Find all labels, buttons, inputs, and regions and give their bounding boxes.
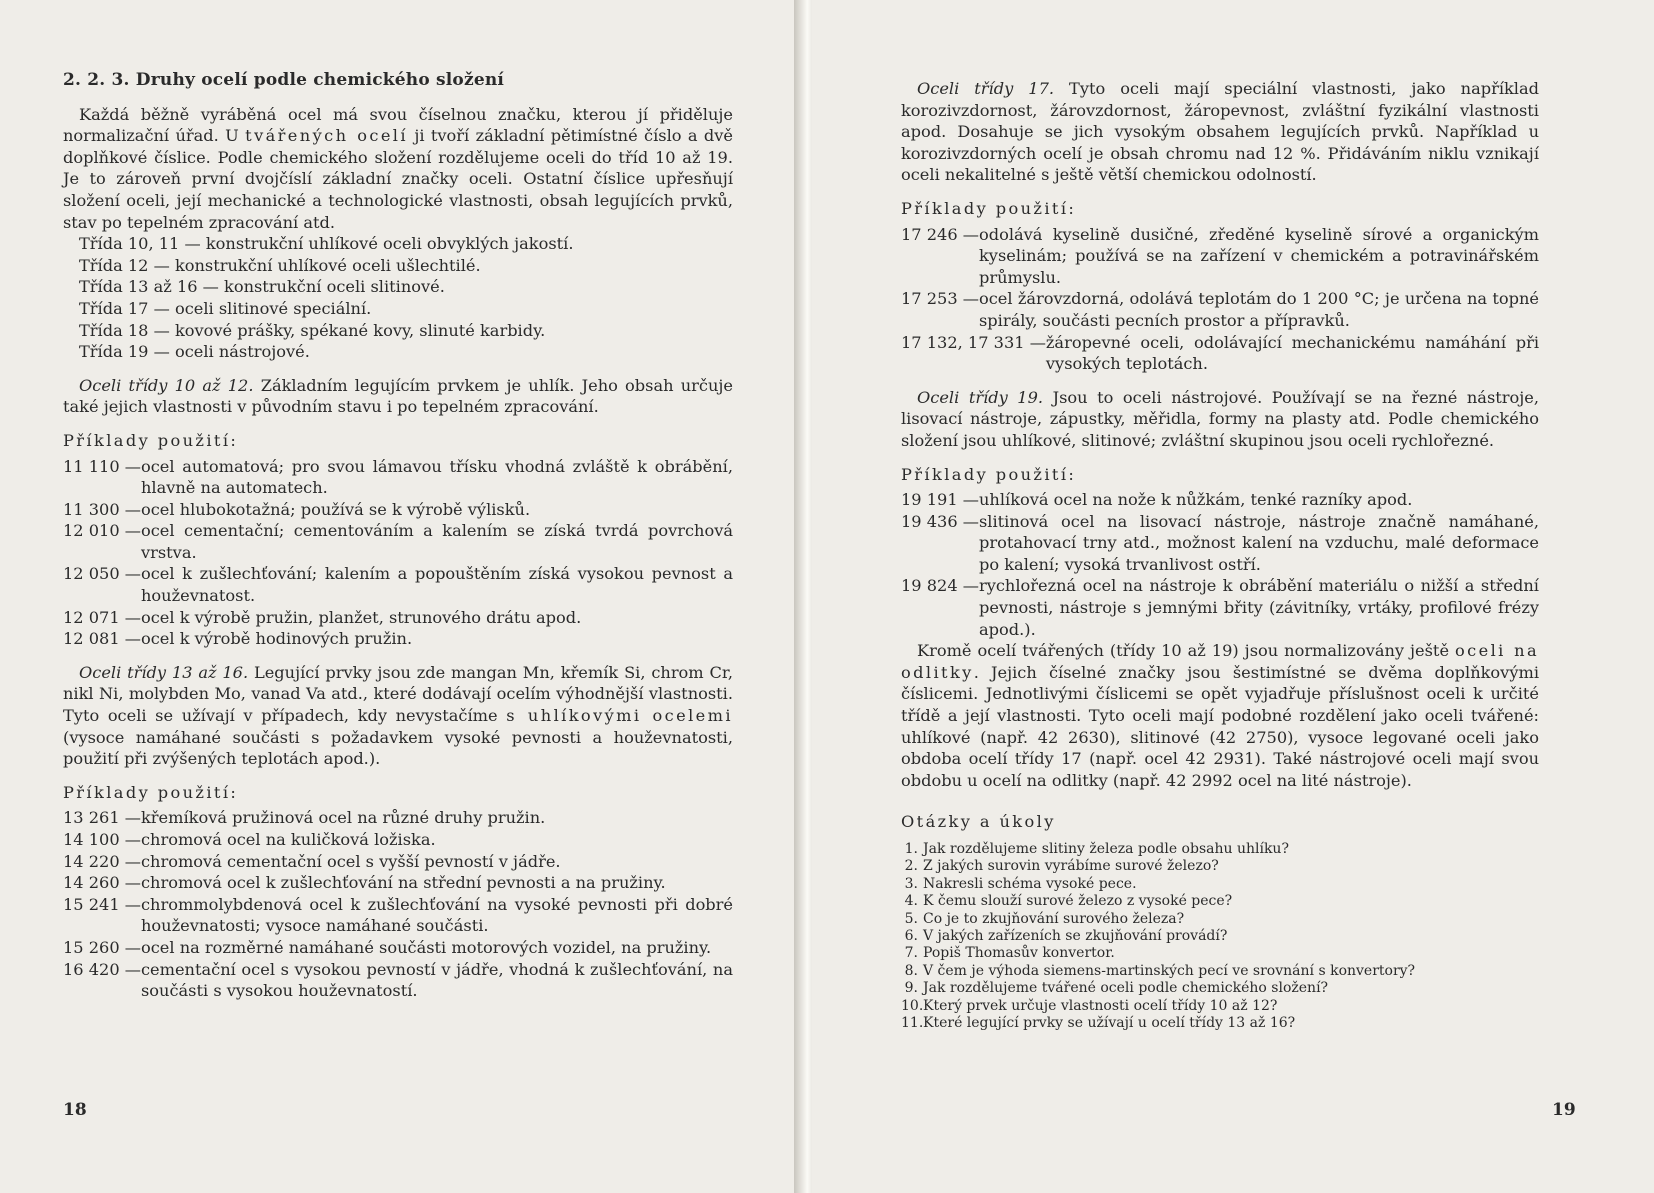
section-heading: 2. 2. 3. Druhy ocelí podle chemického složení <box>63 70 505 90</box>
class-item: Třída 13 až 16 — konstrukční oceli slitinové. <box>79 277 445 297</box>
list-item: 14 260 — chromová ocel k zušlechťování na střední pevnosti a na pružiny. <box>63 873 666 893</box>
question-item: 5. Co je to zkujňování surového železa? <box>904 910 1185 927</box>
examples-label: Příklady použití: <box>901 464 1077 484</box>
examples-list-13-16 <box>63 807 733 1001</box>
questions-list <box>901 841 1539 1032</box>
list-item: 19 436 — slitinová ocel na lisovací nástroje, nástroje značně namáhané, protahovací trny atd., možnost kalení na vzduchu, malé deformace po kalení; vysoká trvanlivost ostří. <box>901 511 1539 574</box>
list-item: 17 246 — odolává kyselině dusičné, zředěné kyselině sírové a organickým kyselinám; používá se na zařízení v chemickém a potravinářském průmyslu. <box>901 224 1539 287</box>
class-17-paragraph: Oceli třídy 17. Tyto oceli mají speciální vlastnosti, jako například korozivzdornost, žárovzdornost, žáropevnost, zvláštní fyzikální vlastnosti apod. Dosahuje se jich vysokým obsahem legujících prvků. Například u korozivzdorných ocelí je obsah chromu nad 12 %. Přidáváním niklu vznikají oceli nekalitelné s ještě větší chemickou odolností. <box>901 79 1539 185</box>
left-page <box>0 0 800 1193</box>
list-item: 14 100 — chromová ocel na kuličková ložiska. <box>63 830 436 849</box>
right-page <box>812 0 1654 1193</box>
examples-list-19 <box>901 489 1539 640</box>
page-number: 18 <box>63 1100 87 1120</box>
list-item: 19 191 — uhlíková ocel na nože k nůžkám, tenké razníky apod. <box>901 490 1413 510</box>
examples-list-10-12 <box>63 456 733 650</box>
class-list <box>63 233 733 363</box>
list-item: 12 071 — ocel k výrobě pružin, planžet, strunového drátu apod. <box>63 607 582 627</box>
question-item: 8. V čem je výhoda siemens-martinských pecí ve srovnání s konvertory? <box>904 962 1416 979</box>
question-item: 9. Jak rozdělujeme tvářené oceli podle chemického složení? <box>904 980 1329 997</box>
list-item: 12 050 — ocel k zušlechťování; kalením a popouštěním získá vysokou pevnost a houževnatost. <box>63 564 733 606</box>
question-item: 7. Popiš Thomasův konvertor. <box>904 945 1115 962</box>
class-item: Třída 17 — oceli slitinové speciální. <box>79 298 372 318</box>
examples-label: Příklady použití: <box>63 782 239 802</box>
question-item: 2. Z jakých surovin vyrábíme surové železo? <box>904 858 1219 875</box>
page-number: 19 <box>1552 1100 1576 1120</box>
question-item: 6. V jakých zařízeních se zkujňování provádí? <box>904 928 1228 945</box>
class-19-paragraph: Oceli třídy 19. Jsou to oceli nástrojové. Používají se na řezné nástroje, lisovací nástroje, zápustky, měřidla, formy na plasty atd. Podle chemického složení jsou uhlíkové, slitinové; zvláštní skupinou jsou oceli rychlořezné. <box>901 387 1539 450</box>
class-item: Třída 19 — oceli nástrojové. <box>79 342 310 362</box>
list-item: 13 261 — křemíková pružinová ocel na různé druhy pružin. <box>63 808 546 828</box>
list-item: 15 260 — ocel na rozměrné namáhané součásti motorových vozidel, na pružiny. <box>63 937 712 957</box>
castings-paragraph: Kromě ocelí tvářených (třídy 10 až 19) jsou normalizovány ještě oceli na odlitky. Jejich číselné značky jsou šestimístné se dvěma doplňkovými číslicemi. Jednotlivými číslicemi se opět vyjadřuje příslušnost oceli k určité třídě a její vlastnosti. Tyto oceli mají podobné rozdělení jako oceli tvářené: uhlíkové (např. 42 2630), slitinové (42 2750), vysoce legované oceli jako obdoba ocelí třídy 17 (např. ocel 42 2931). Také nástrojové oceli mají svou obdobu u ocelí na odlitky (např. 42 2992 ocel na lité nástroje). <box>901 641 1539 790</box>
list-item: 11 110 — ocel automatová; pro svou lámavou třísku vhodná zvláště k obrábění, hlavně na automatech. <box>63 456 733 498</box>
question-item: 4. K čemu slouží surové železo z vysoké pece? <box>904 893 1233 910</box>
right-text-column <box>901 78 1539 1032</box>
intro-paragraph: Každá běžně vyráběná ocel má svou číselnou značku, kterou jí přiděluje normalizační úřad. U tvářených ocelí ji tvoří základní pětimístné číslo a dvě doplňkové číslice. Podle chemického složení rozdělujeme oceli do tříd 10 až 19. Je to zároveň první dvojčíslí základní značky oceli. Ostatní číslice upřesňují složení oceli, její mechanické a technologické vlastnosti, obsah legujících prvků, stav po tepelném zpracování atd. <box>63 104 733 232</box>
list-item: 17 253 — ocel žárovzdorná, odolává teplotám do 1 200 °C; je určena na topné spirály, součásti pecních prostor a přípravků. <box>901 289 1539 330</box>
class-item: Třída 12 — konstrukční uhlíkové oceli ušlechtilé. <box>79 255 481 275</box>
questions-label: Otázky a úkoly <box>901 812 1056 832</box>
list-item: 16 420 — cementační ocel s vysokou pevností v jádře, vhodná k zušlechťování, na součásti s vysokou houževnatostí. <box>63 959 733 1001</box>
list-item: 17 132, 17 331 — žáropevné oceli, odolávající mechanickému namáhání při vysokých teplotách. <box>901 332 1539 374</box>
question-item: 10. Který prvek určuje vlastnosti ocelí třídy 10 až 12? <box>901 997 1278 1014</box>
list-item: 11 300 — ocel hlubokotažná; používá se k výrobě výlisků. <box>63 499 531 519</box>
examples-list-17 <box>901 224 1539 375</box>
list-item: 14 220 — chromová cementační ocel s vyšší pevností v jádře. <box>63 851 561 871</box>
examples-label: Příklady použití: <box>63 430 239 450</box>
class-10-12-paragraph: Oceli třídy 10 až 12. Základním legujícím prvkem je uhlík. Jeho obsah určuje také jejich vlastnosti v původním stavu i po tepelném zpracování. <box>63 375 733 417</box>
list-item: 19 824 — rychlořezná ocel na nástroje k obrábění materiálu o nižší a střední pevnosti, nástroje s jemnými břity (závitníky, vrtáky, profilové frézy apod.). <box>901 576 1539 639</box>
list-item: 12 081 — ocel k výrobě hodinových pružin. <box>63 629 413 649</box>
class-item: Třída 10, 11 — konstrukční uhlíkové oceli obvyklých jakostí. <box>79 234 574 254</box>
class-13-16-paragraph: Oceli třídy 13 až 16. Legující prvky jsou zde mangan Mn, křemík Si, chrom Cr, nikl Ni, molybden Mo, vanad Va atd., které dodávají ocelím výhodnější vlastnosti. Tyto oceli se užívají v případech, kdy nevystačíme s uhlíkovými ocelemi (vysoce namáhané součásti s požadavkem vysoké pevnosti a houževnatosti, použití při zvýšených teplotách apod.). <box>63 662 733 769</box>
list-item: 15 241 — chrommolybdenová ocel k zušlechťování na vysoké pevnosti při dobré houževnatosti; vysoce namáhané součásti. <box>63 894 733 936</box>
question-item: 1. Jak rozdělujeme slitiny železa podle obsahu uhlíku? <box>904 841 1289 857</box>
examples-label: Příklady použití: <box>901 198 1077 218</box>
question-item: 3. Nakresli schéma vysoké pece. <box>904 875 1137 892</box>
question-item: 11. Které legující prvky se užívají u ocelí třídy 13 až 16? <box>901 1015 1296 1032</box>
left-text-column <box>63 70 733 1002</box>
class-item: Třída 18 — kovové prášky, spékané kovy, slinuté karbidy. <box>79 320 546 340</box>
list-item: 12 010 — ocel cementační; cementováním a kalením se získá tvrdá povrchová vrstva. <box>63 521 733 562</box>
